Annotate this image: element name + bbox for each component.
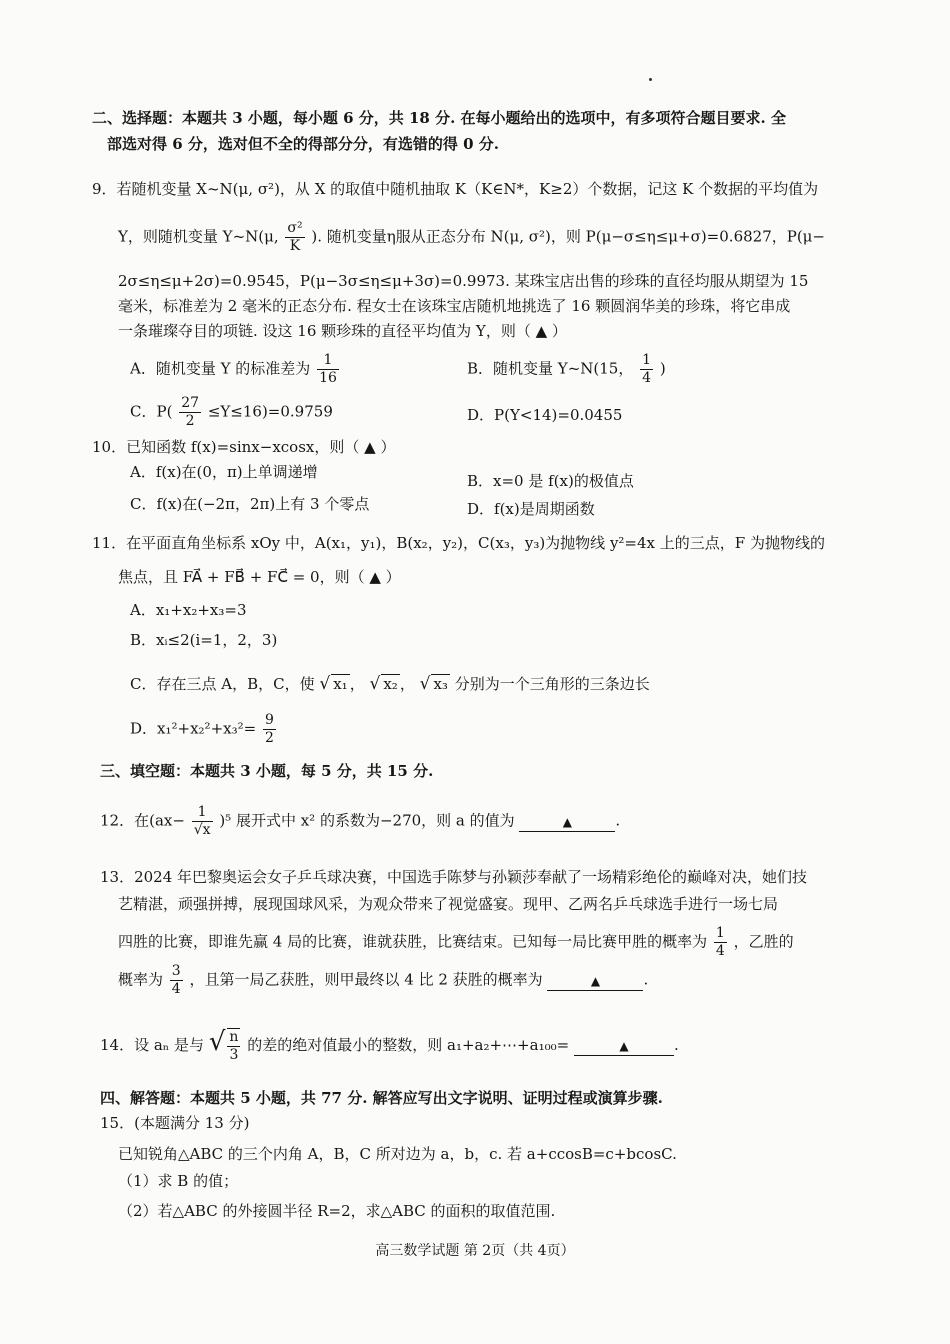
q11-line1: 11．在平面直角坐标系 xOy 中，A(x₁，y₁)，B(x₂，y₂)，C(x₃，y₃)为抛物线 y²=4x 上的三点，F 为抛物线的 bbox=[92, 534, 825, 552]
answer-blank[interactable]: ▲ bbox=[547, 972, 643, 991]
section4-heading: 四、解答题：本题共 5 小题，共 77 分. 解答应写出文字说明、证明过程或演算步骤. bbox=[100, 1089, 663, 1107]
q9-option-a: A．随机变量 Y 的标准差为 $\frac{1}{16}$ bbox=[130, 352, 337, 386]
section2-heading-line1: 二、选择题：本题共 3 小题，每小题 6 分，共 18 分. 在每小题给出的选项中，有多项符合题目要求. 全 bbox=[92, 109, 786, 127]
q10-stem: 10．已知函数 f(x)=sinx−xcosx，则（ ▲ ） bbox=[92, 438, 396, 456]
section2-heading-line2: 部选对得 6 分，选对但不全的得部分分，有选错的得 0 分. bbox=[107, 135, 499, 153]
q13-line1: 13．2024 年巴黎奥运会女子乒乓球决赛，中国选手陈梦与孙颖莎奉献了一场精彩绝伦的巅峰对决，她们技 bbox=[100, 868, 808, 886]
q9-line1: 9．若随机变量 X~N(μ, σ²)，从 X 的取值中随机抽取 K（K∈N*，K≥2）个数据，记这 K 个数据的平均值为 bbox=[92, 180, 819, 198]
q11-line2: 焦点，且 FA⃗ + FB⃗ + FC⃗ = 0，则（ ▲ ） bbox=[118, 568, 401, 586]
q15-head: 15．(本题满分 13 分) bbox=[100, 1114, 250, 1132]
fraction: $\frac{\text{σ²}}{K}$ bbox=[287, 220, 303, 254]
q10-option-c: C．f(x)在(−2π，2π)上有 3 个零点 bbox=[130, 495, 370, 513]
q10-option-b: B．x=0 是 f(x)的极值点 bbox=[467, 472, 634, 490]
q13-line2: 艺精湛，顽强拼搏，展现国球风采，为观众带来了视觉盛宴。现甲、乙两名乒乓球选手进行一场七局 bbox=[118, 895, 779, 913]
answer-blank[interactable]: ▲ bbox=[519, 813, 615, 832]
q10-option-a: A．f(x)在(0，π)上单调递增 bbox=[130, 463, 318, 481]
section3-heading: 三、填空题：本题共 3 小题，每 5 分，共 15 分. bbox=[100, 762, 434, 780]
q14: 14．设 aₙ 是与 √ $\frac{n}{3}$ 的差的绝对值最小的整数，则 a₁+a₂+⋯+a₁₀₀= ▲ . bbox=[100, 1027, 679, 1063]
page-footer: 高三数学试题 第 2页（共 4页） bbox=[375, 1243, 575, 1259]
q11-option-c: C．存在三点 A，B，C，使 √ x₁ ， √ x₂ ， √ x₃ 分别为一个三角形的三条边长 bbox=[130, 674, 650, 694]
q11-option-b: B．xᵢ≤2(i=1，2，3) bbox=[130, 631, 278, 649]
q11-option-a: A．x₁+x₂+x₃=3 bbox=[130, 601, 247, 619]
q9-line3: 2σ≤η≤μ+2σ)=0.9545，P(μ−3σ≤η≤μ+3σ)=0.9973. 某珠宝店出售的珍珠的直径均服从期望为 15 bbox=[118, 272, 809, 290]
q13-line4: 概率为 $\frac{3}{4}$ ，且第一局乙获胜，则甲最终以 4 比 2 获胜的概率为 ▲ . bbox=[118, 963, 649, 997]
q9-option-d: D．P(Y<14)=0.0455 bbox=[467, 406, 623, 424]
speck bbox=[649, 78, 652, 81]
q9-line5: 一条璀璨夺目的项链. 设这 16 颗珍珠的直径平均值为 Y，则（ ▲ ） bbox=[118, 322, 567, 340]
q9-line2: Y，则随机变量 Y~N(μ, $\frac{\text{σ²}}{K}$ ). 随机变量η服从正态分布 N(μ, σ²)，则 P(μ−σ≤η≤μ+σ)=0.6827，P(μ− bbox=[118, 220, 826, 254]
q9-option-b: B．随机变量 Y~N(15， $\frac{1}{4}$ ) bbox=[467, 352, 666, 386]
q15-part1: （1）求 B 的值； bbox=[118, 1172, 239, 1190]
q13-line3: 四胜的比赛，即谁先赢 4 局的比赛，谁就获胜，比赛结束。已知每一局比赛甲胜的概率为 $\frac{1}{4}$ ，乙胜的 bbox=[118, 925, 794, 959]
q11-option-d: D．x₁²+x₂²+x₃²= $\frac{9}{2}$ bbox=[130, 712, 274, 746]
q9-line4: 毫米，标准差为 2 毫米的正态分布. 程女士在该珠宝店随机地挑选了 16 颗圆润华美的珍珠，将它串成 bbox=[118, 297, 791, 315]
q12: 12．在(ax− $\frac{1}{√x}$ )⁵ 展开式中 x² 的系数为−270，则 a 的值为 ▲ . bbox=[100, 804, 621, 838]
q15-part2: （2）若△ABC 的外接圆半径 R=2，求△ABC 的面积的取值范围. bbox=[118, 1202, 556, 1220]
q10-option-d: D．f(x)是周期函数 bbox=[467, 500, 595, 518]
q9-option-c: C．P( $\frac{27}{2}$ ≤Y≤16)=0.9759 bbox=[130, 395, 333, 429]
answer-blank[interactable]: ▲ bbox=[574, 1037, 674, 1056]
q15-stem: 已知锐角△ABC 的三个内角 A，B，C 所对边为 a，b，c. 若 a+ccosB=c+bcosC. bbox=[118, 1145, 677, 1163]
